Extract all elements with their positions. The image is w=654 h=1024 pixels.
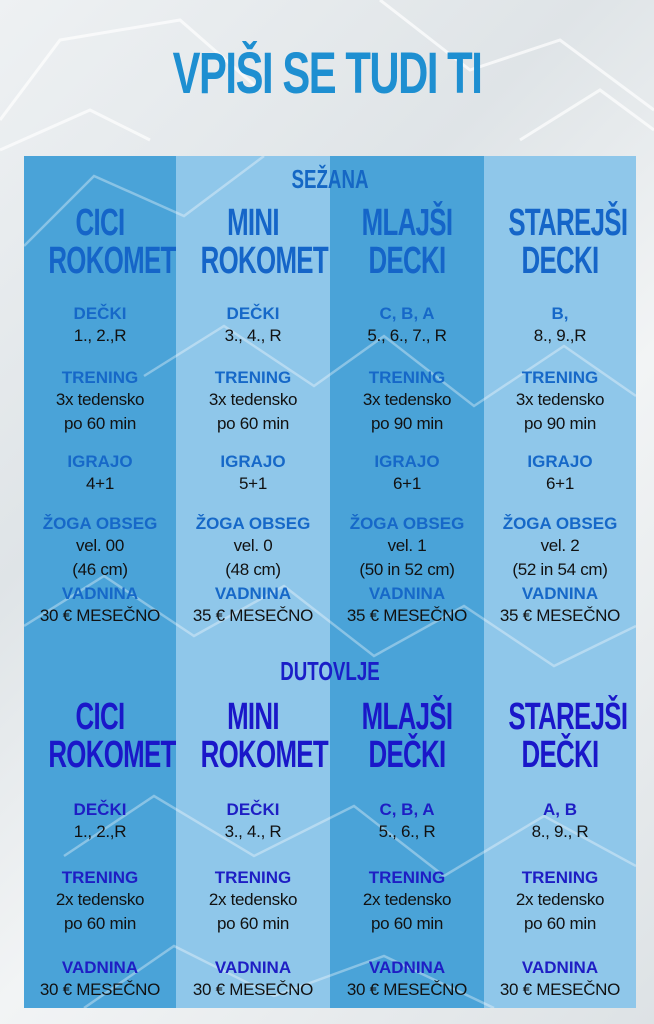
training-value: po 60 min: [64, 914, 136, 933]
training-label: TRENING: [521, 868, 599, 887]
schedule-panel: [24, 156, 636, 1008]
training-label: TRENING: [368, 868, 446, 887]
ball-value: vel. 0: [233, 536, 273, 555]
training-value: po 60 min: [217, 914, 289, 933]
group-value: 5., 6., R: [378, 822, 436, 841]
training-value: po 90 min: [524, 414, 596, 433]
category-name: DEČKI: [521, 734, 599, 776]
category-name: DECKI: [521, 240, 599, 282]
fee-value: 30 € MESEČNO: [39, 606, 161, 625]
dutovlje-cici-column: [24, 698, 176, 1002]
group-label: DEČKI: [226, 304, 280, 323]
training-value: 3x tedensko: [362, 390, 452, 409]
play-label: IGRAJO: [67, 452, 133, 471]
fee-value: 35 € MESEČNO: [346, 606, 468, 625]
training-value: po 60 min: [64, 414, 136, 433]
training-label: TRENING: [61, 868, 139, 887]
group-label: A, B: [543, 800, 577, 819]
training-label: TRENING: [368, 368, 446, 387]
group-label: DEČKI: [73, 800, 127, 819]
group-label: C, B, A: [379, 304, 435, 323]
play-label: IGRAJO: [374, 452, 440, 471]
category-name: STAREJŠI: [508, 202, 628, 244]
training-value: 2x tedensko: [515, 890, 605, 909]
ball-value: (46 cm): [72, 560, 128, 579]
sezana-mlajsi-column: [330, 204, 484, 628]
category-name: MINI: [227, 202, 279, 244]
category-name: CICI: [75, 696, 125, 738]
category-name: MLAJŠI: [361, 696, 453, 738]
training-label: TRENING: [214, 868, 292, 887]
dutovlje-starejsi-column: [484, 698, 636, 1002]
fee-label: VADNINA: [214, 958, 292, 977]
fee-label: VADNINA: [61, 958, 139, 977]
ball-label: ŽOGA OBSEG: [349, 514, 465, 533]
category-name: ROKOMET: [200, 734, 328, 776]
sezana-mini-column: [176, 204, 330, 628]
play-label: IGRAJO: [220, 452, 286, 471]
category-name: ROKOMET: [200, 240, 328, 282]
ball-value: vel. 00: [76, 536, 124, 555]
fee-value: 35 € MESEČNO: [499, 606, 621, 625]
training-value: po 60 min: [371, 914, 443, 933]
training-value: po 60 min: [524, 914, 596, 933]
dutovlje-mini-column: [176, 698, 330, 1002]
sezana-cici-column: [24, 204, 176, 628]
ball-label: ŽOGA OBSEG: [502, 514, 618, 533]
training-value: po 60 min: [217, 414, 289, 433]
fee-label: VADNINA: [368, 584, 446, 603]
ball-label: ŽOGA OBSEG: [195, 514, 311, 533]
play-value: 4+1: [86, 474, 114, 493]
training-label: TRENING: [521, 368, 599, 387]
fee-label: VADNINA: [368, 958, 446, 977]
dutovlje-mlajsi-column: [330, 698, 484, 1002]
city-sezana: SEŽANA: [291, 164, 369, 194]
fee-label: VADNINA: [521, 958, 599, 977]
training-value: 3x tedensko: [55, 390, 145, 409]
category-name: ROKOMET: [48, 240, 176, 282]
group-value: 3., 4., R: [224, 326, 282, 345]
fee-label: VADNINA: [521, 584, 599, 603]
fee-value: 30 € MESEČNO: [499, 980, 621, 999]
group-label: DEČKI: [73, 304, 127, 323]
fee-label: VADNINA: [61, 584, 139, 603]
play-value: 5+1: [239, 474, 267, 493]
group-value: 8., 9., R: [531, 822, 589, 841]
training-value: po 90 min: [371, 414, 443, 433]
play-label: IGRAJO: [527, 452, 593, 471]
ball-label: ŽOGA OBSEG: [42, 514, 158, 533]
training-value: 2x tedensko: [208, 890, 298, 909]
ball-value: (50 in 52 cm): [359, 560, 455, 579]
training-value: 3x tedensko: [515, 390, 605, 409]
ball-value: vel. 2: [540, 536, 580, 555]
category-name: CICI: [75, 202, 125, 244]
group-label: DEČKI: [226, 800, 280, 819]
group-value: 8., 9.,R: [533, 326, 587, 345]
sezana-starejsi-column: [484, 204, 636, 628]
fee-value: 30 € MESEČNO: [192, 980, 314, 999]
training-value: 3x tedensko: [208, 390, 298, 409]
training-label: TRENING: [214, 368, 292, 387]
category-name: MLAJŠI: [361, 202, 453, 244]
group-value: 1., 2.,R: [73, 822, 127, 841]
city-dutovlje: DUTOVLJE: [280, 656, 380, 686]
category-name: DECKI: [368, 240, 446, 282]
fee-value: 35 € MESEČNO: [192, 606, 314, 625]
play-value: 6+1: [546, 474, 574, 493]
training-value: 2x tedensko: [55, 890, 145, 909]
ball-value: (52 in 54 cm): [512, 560, 608, 579]
category-name: MINI: [227, 696, 279, 738]
fee-label: VADNINA: [214, 584, 292, 603]
play-value: 6+1: [393, 474, 421, 493]
group-label: B,: [551, 304, 569, 323]
category-name: DEČKI: [368, 734, 446, 776]
category-name: STAREJŠI: [508, 696, 628, 738]
training-label: TRENING: [61, 368, 139, 387]
group-label: C, B, A: [379, 800, 435, 819]
group-value: 5., 6., 7., R: [367, 326, 447, 345]
training-value: 2x tedensko: [362, 890, 452, 909]
page-title: VPIŠI SE TUDI TI: [172, 41, 482, 106]
ball-value: (48 cm): [225, 560, 281, 579]
fee-value: 30 € MESEČNO: [39, 980, 161, 999]
group-value: 3., 4., R: [224, 822, 282, 841]
fee-value: 30 € MESEČNO: [346, 980, 468, 999]
group-value: 1., 2.,R: [73, 326, 127, 345]
category-name: ROKOMET: [48, 734, 176, 776]
ball-value: vel. 1: [387, 536, 427, 555]
